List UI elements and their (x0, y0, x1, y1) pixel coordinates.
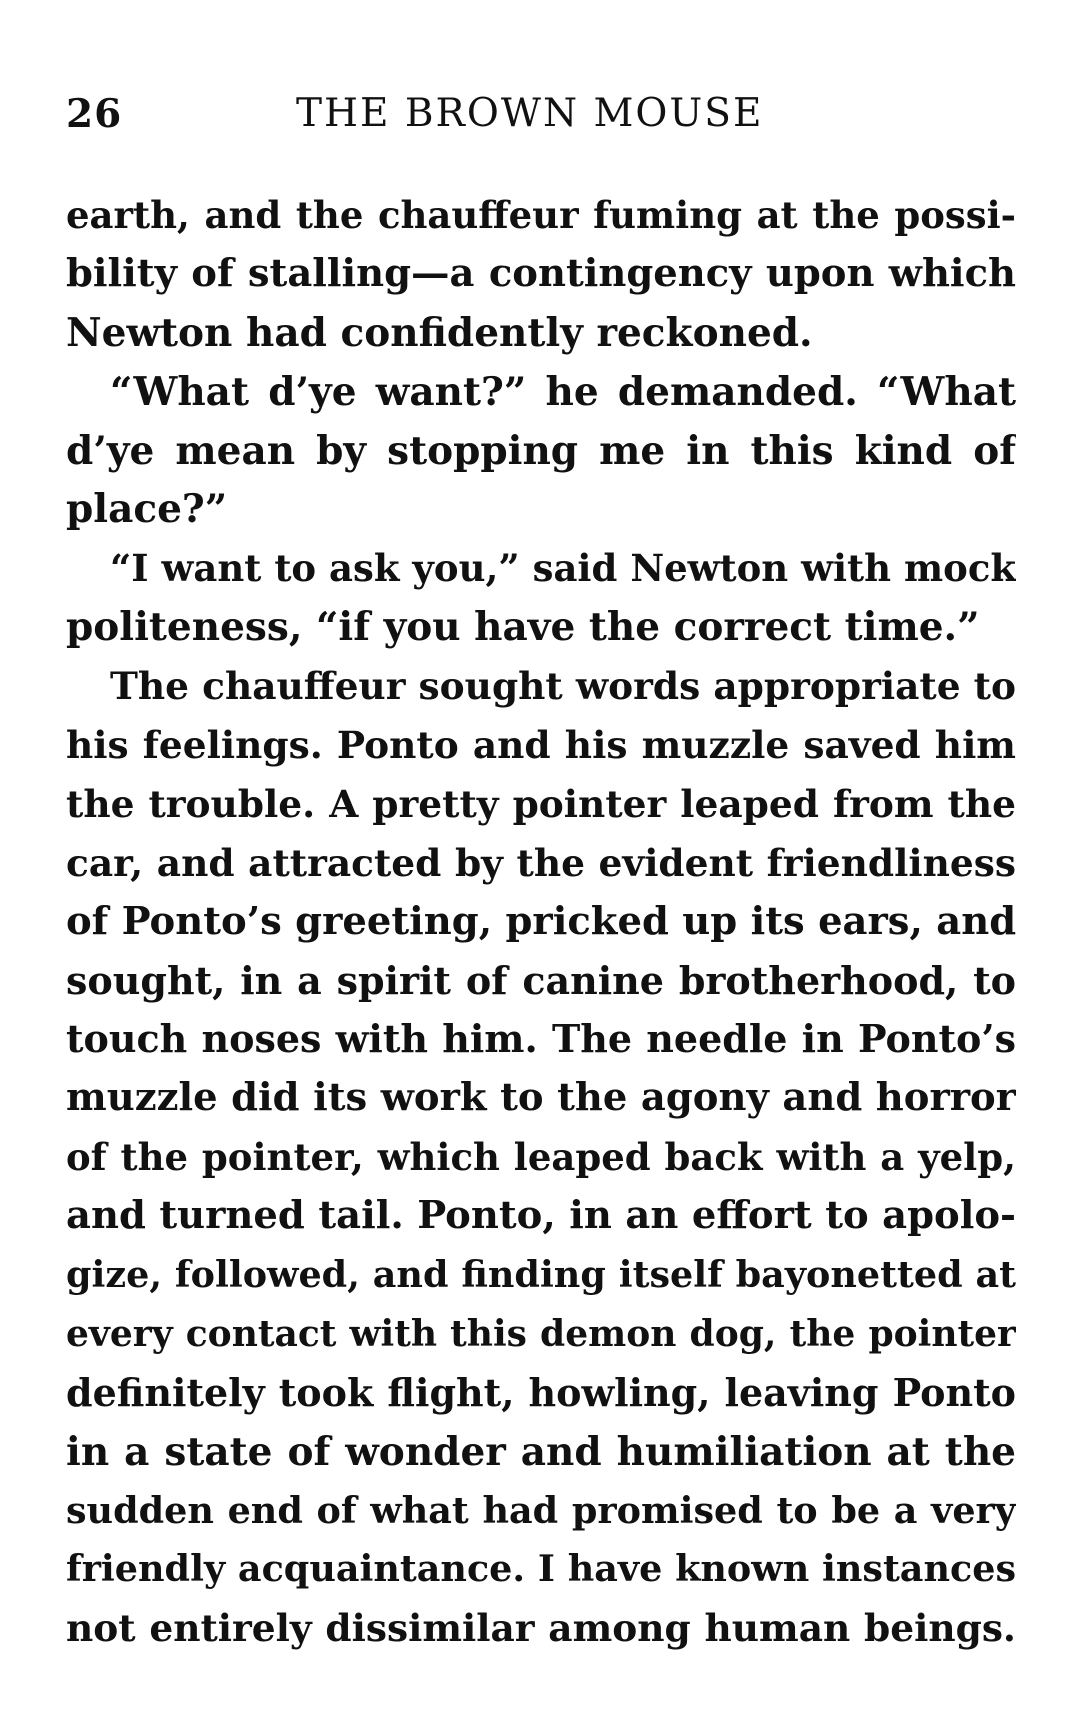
text-line: Newton had confidently reckoned. (66, 309, 813, 356)
text-line: the trouble. A pretty pointer leaped from the (66, 781, 1016, 826)
text-line: gize, followed, and finding itself bayonetted at (66, 1253, 1016, 1297)
text-line: bility of stalling—a contingency upon which (66, 250, 1016, 296)
body-text (66, 186, 1016, 1658)
text-line: friendly acquaintance. I have known instances (66, 1547, 1016, 1591)
text-line: his feelings. Ponto and his muzzle saved him (66, 723, 1016, 768)
text-line: touch noses with him. The needle in Ponto’s (66, 1016, 1016, 1062)
text-line: car, and attracted by the evident friendliness (66, 840, 1016, 885)
text-line: The chauffeur sought words appropriate to (110, 664, 1016, 709)
text-line: not entirely dissimilar among human beings. (66, 1606, 1016, 1651)
text-line: in a state of wonder and humiliation at the (66, 1428, 1016, 1475)
text-line: “What d’ye want?” he demanded. “What (110, 368, 1016, 415)
text-line: “I want to ask you,” said Newton with mock (110, 546, 1016, 591)
text-line: place?” (66, 486, 228, 533)
text-line: of the pointer, which leaped back with a yelp, (66, 1135, 1016, 1180)
text-line: definitely took flight, howling, leaving Ponto (66, 1369, 1016, 1415)
text-line: of Ponto’s greeting, pricked up its ears, and (66, 898, 1016, 944)
text-line: muzzle did its work to the agony and horror (66, 1075, 1016, 1121)
text-line: every contact with this demon dog, the pointer (66, 1312, 1016, 1355)
running-head (66, 84, 1016, 144)
text-line: earth, and the chauffeur fuming at the possi- (66, 193, 1016, 237)
text-line: sudden end of what had promised to be a very (66, 1488, 1016, 1532)
text-line: d’ye mean by stopping me in this kind of (66, 427, 1016, 474)
text-line: politeness, “if you have the correct time.” (66, 604, 980, 651)
page-number: 26 (66, 91, 123, 137)
text-line: sought, in a spirit of canine brotherhood, to (66, 957, 1016, 1003)
text-line: and turned tail. Ponto, in an effort to apolo- (66, 1193, 1016, 1239)
book-title: THE BROWN MOUSE (296, 91, 764, 136)
